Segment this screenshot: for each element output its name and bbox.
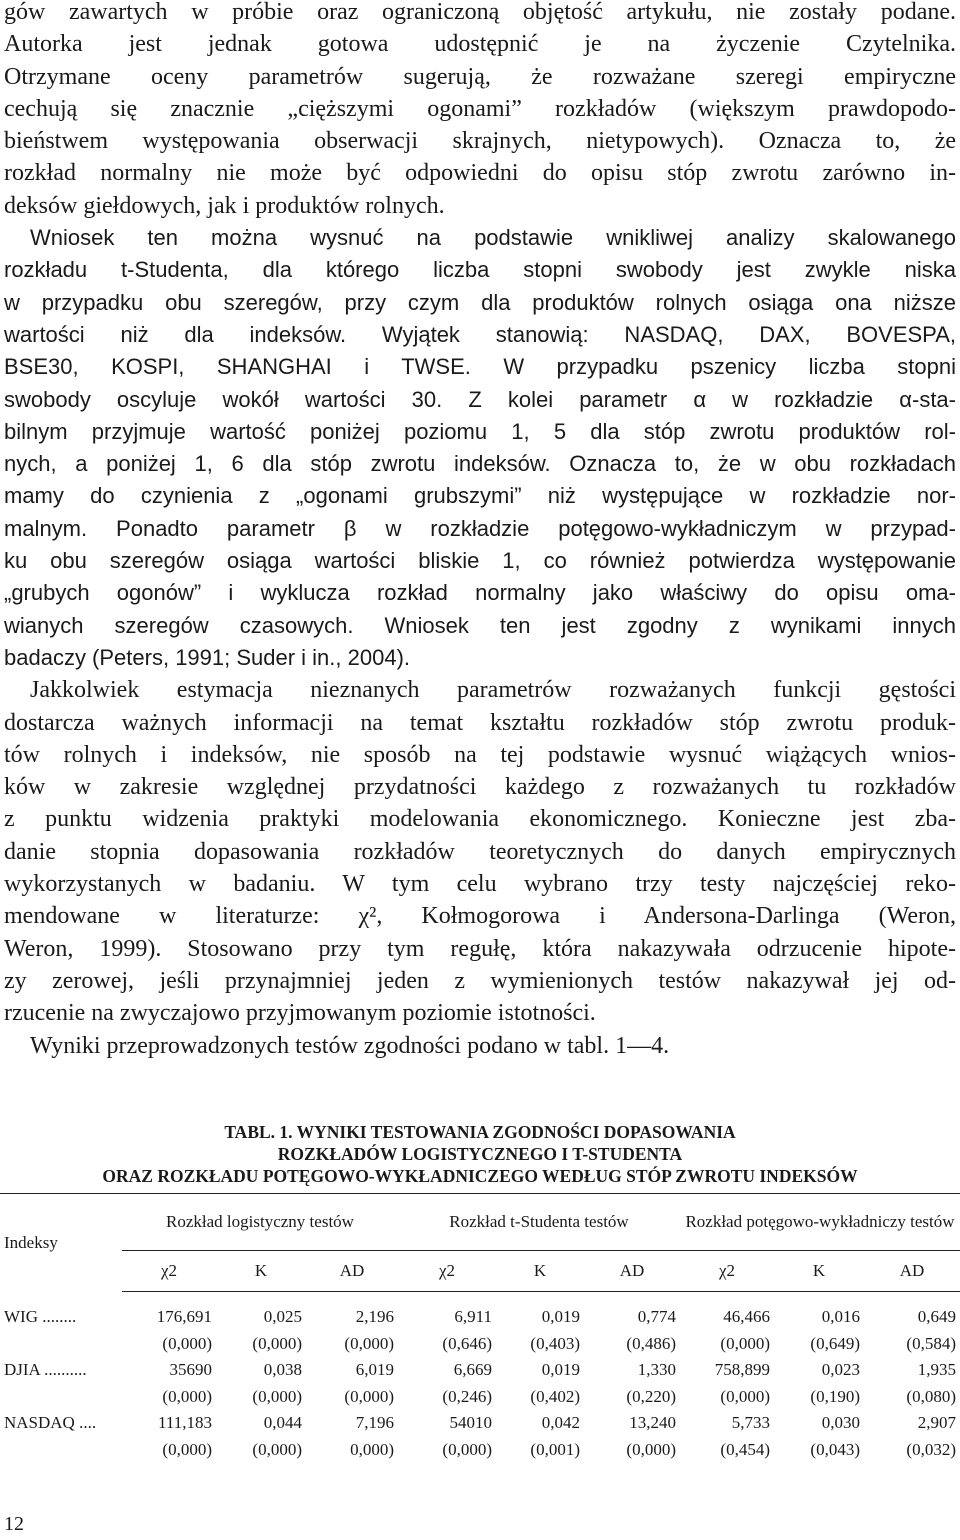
text-line: ku obu szeregów osiąga wartości bliskie 1, co również potwierdza występowanie xyxy=(4,548,956,574)
pvalue-cell: (0,000) xyxy=(162,1439,212,1459)
text-line: Jakkolwiek estymacja nieznanych parametrów rozważanych funkcji gęstości xyxy=(30,677,956,704)
statistic-cell: 0,019 xyxy=(541,1307,580,1327)
column-header: AD xyxy=(306,1251,398,1292)
statistic-cell: 6,911 xyxy=(454,1307,492,1327)
text-line: mamy do czynienia z „ogonami grubszymi” niż występujące w rozkładzie nor- xyxy=(4,483,956,509)
pvalue-cell: (0,000) xyxy=(626,1439,676,1459)
text-line: Autorka jest jednak gotowa udostępnić je na życzenie Czytelnika. xyxy=(4,31,956,58)
group-header-t-student: Rozkład t-Studenta testów xyxy=(398,1194,680,1251)
text-line: bilnym przyjmuje wartość poniżej poziomu 1, 5 dla stóp zwrotu produktów rol- xyxy=(4,418,956,444)
pvalue-cell: (0,000) xyxy=(442,1439,492,1459)
paragraph-3 xyxy=(4,674,956,1029)
text-line: ków w zakresie względnej przydatności każdego z rozważanych tu rozkładów xyxy=(4,774,956,801)
pvalue-cell: (0,646) xyxy=(442,1333,492,1353)
statistic-cell: 5,733 xyxy=(731,1413,770,1433)
column-header: AD xyxy=(584,1251,680,1292)
group-header-power-exp: Rozkład potęgowo-wykładniczy testów xyxy=(680,1194,960,1251)
text-line: gów zawartych w próbie oraz ograniczoną objętość artykułu, nie zostały podane. xyxy=(4,0,956,25)
statistic-cell: 13,240 xyxy=(629,1413,676,1433)
statistic-cell: 0,044 xyxy=(263,1413,302,1433)
text-line: danie stopnia dopasowania rozkładów teoretycznych do danych empirycznych xyxy=(4,838,956,865)
text-line: Weron, 1999). Stosowano przy tym regułę, która nakazywała odrzucenie hipote- xyxy=(4,935,956,962)
text-line: tów rolnych i indeksów, nie sposób na tej podstawie wysnuć wiążących wnios- xyxy=(4,741,956,768)
text-line: rozkład normalny nie może być odpowiedni do opisu stóp zwrotu zarówno in- xyxy=(4,160,956,187)
pvalue-cell: (0,190) xyxy=(810,1386,860,1406)
pvalue-cell: (0,000) xyxy=(720,1386,770,1406)
column-header: AD xyxy=(864,1251,960,1292)
statistic-cell: 7,196 xyxy=(355,1413,394,1433)
column-header: χ2 xyxy=(122,1251,216,1292)
pvalue-cell: (0,000) xyxy=(720,1333,770,1353)
text-line: Wniosek ten można wysnuć na podstawie wnikliwej analizy skalowanego xyxy=(30,225,956,251)
statistic-cell: 0,038 xyxy=(263,1360,302,1380)
table-row xyxy=(0,1357,960,1384)
pvalue-cell: (0,000) xyxy=(162,1386,212,1406)
text-line: dostarcza ważnych informacji na temat kształtu rozkładów stóp zwrotu produk- xyxy=(4,709,956,736)
statistic-cell: 1,330 xyxy=(637,1360,676,1380)
statistic-cell: 758,899 xyxy=(714,1360,770,1380)
statistic-cell: 2,196 xyxy=(355,1307,394,1327)
statistic-cell: 1,935 xyxy=(917,1360,956,1380)
pvalue-cell: (0,000) xyxy=(344,1386,394,1406)
statistic-cell: 0,019 xyxy=(541,1360,580,1380)
pvalue-cell: (0,220) xyxy=(626,1386,676,1406)
index-header: Indeksy xyxy=(0,1194,122,1292)
pvalue-cell: (0,403) xyxy=(530,1333,580,1353)
table-row-pvalues xyxy=(0,1384,960,1411)
column-header: K xyxy=(774,1251,864,1292)
pvalue-cell: (0,043) xyxy=(810,1439,860,1459)
pvalue-cell: (0,001) xyxy=(530,1439,580,1459)
table-row-pvalues xyxy=(0,1437,960,1464)
pvalue-cell: (0,000) xyxy=(252,1386,302,1406)
text-line: w przypadku obu szeregów, przy czym dla produktów rolnych osiąga ona niższe xyxy=(4,289,956,315)
pvalue-cell: (0,649) xyxy=(810,1333,860,1353)
text-line: malnym. Ponadto parametr β w rozkładzie potęgowo-wykładniczym w przypad- xyxy=(4,515,956,541)
column-header: χ2 xyxy=(680,1251,774,1292)
pvalue-cell: (0,000) xyxy=(162,1333,212,1353)
text-line: Otrzymane oceny parametrów sugerują, że rozważane szeregi empiryczne xyxy=(4,63,956,90)
text-line: deksów giełdowych, jak i produktów rolnych. xyxy=(4,192,445,219)
statistic-cell: 0,023 xyxy=(821,1360,860,1380)
table-row xyxy=(0,1304,960,1331)
caption-line-3: ORAZ ROZKŁADU POTĘGOWO-WYKŁADNICZEGO WEDŁUG STÓP ZWROTU INDEKSÓW xyxy=(102,1166,858,1186)
row-label: WIG ........ xyxy=(4,1307,77,1327)
table-row-pvalues xyxy=(0,1331,960,1358)
text-line: Wyniki przeprowadzonych testów zgodności podano w tabl. 1—4. xyxy=(30,1032,670,1059)
text-line: wianych szeregów czasowych. Wniosek ten jest zgodny z wynikami innych xyxy=(4,612,956,638)
statistic-cell: 54010 xyxy=(449,1413,492,1433)
column-header: K xyxy=(496,1251,584,1292)
pvalue-cell: (0,000) xyxy=(344,1333,394,1353)
text-line: swobody oscyluje wokół wartości 30. Z kolei parametr α w rozkładzie α-sta- xyxy=(4,386,956,412)
row-label: NASDAQ .... xyxy=(4,1413,97,1433)
statistic-cell: 0,016 xyxy=(821,1307,860,1327)
pvalue-cell: (0,246) xyxy=(442,1386,492,1406)
statistic-cell: 0,042 xyxy=(541,1413,580,1433)
results-table xyxy=(0,1193,960,1463)
text-line: BSE30, KOSPI, SHANGHAI i TWSE. W przypadku pszenicy liczba stopni xyxy=(4,354,956,380)
text-line: z punktu widzenia praktyki modelowania ekonomicznego. Konieczne jest zba- xyxy=(4,806,956,833)
pvalue-cell: (0,080) xyxy=(906,1386,956,1406)
pvalue-cell: (0,000) xyxy=(252,1333,302,1353)
statistic-cell: 46,466 xyxy=(723,1307,770,1327)
statistic-cell: 0,649 xyxy=(917,1307,956,1327)
text-line: badaczy (Peters, 1991; Suder i in., 2004). xyxy=(4,644,411,670)
statistic-cell: 0,774 xyxy=(637,1307,676,1327)
article-body xyxy=(4,0,956,1062)
text-line: „grubych ogonów” i wyklucza rozkład normalny jako właściwy do opisu oma- xyxy=(4,580,956,606)
column-header: χ2 xyxy=(398,1251,496,1292)
column-header: K xyxy=(216,1251,306,1292)
text-line: zy zerowej, jeśli przynajmniej jeden z wymienionych testów nakazywał jej od- xyxy=(4,967,956,994)
table-row xyxy=(0,1410,960,1437)
statistic-cell: 2,907 xyxy=(917,1413,956,1433)
paragraph-1 xyxy=(4,0,956,222)
text-line: rzucenie na zwyczajowo przyjmowanym poziomie istotności. xyxy=(4,1000,596,1027)
statistic-cell: 6,669 xyxy=(453,1360,492,1380)
page-number: 12 xyxy=(4,1513,24,1535)
paragraph-4 xyxy=(4,1030,956,1062)
statistic-cell: 6,019 xyxy=(355,1360,394,1380)
pvalue-cell: (0,584) xyxy=(906,1333,956,1353)
statistic-cell: 111,183 xyxy=(158,1413,212,1433)
statistic-cell: 0,030 xyxy=(821,1413,860,1433)
table-caption xyxy=(0,1121,960,1187)
statistic-cell: 0,025 xyxy=(263,1307,302,1327)
caption-line-2: ROZKŁADÓW LOGISTYCZNEGO I T-STUDENTA xyxy=(277,1144,683,1164)
caption-line-1: TABL. 1. WYNIKI TESTOWANIA ZGODNOŚCI DOPASOWANIA xyxy=(224,1122,736,1142)
statistic-cell: 35690 xyxy=(169,1360,212,1380)
pvalue-cell: (0,486) xyxy=(626,1333,676,1353)
text-line: wartości niż dla indeksów. Wyjątek stanowią: NASDAQ, DAX, BOVESPA, xyxy=(4,321,956,347)
text-line: mendowane w literaturze: χ², Kołmogorowa i Andersona-Darlinga (Weron, xyxy=(4,903,956,930)
statistic-cell: 176,691 xyxy=(156,1307,212,1327)
row-label: DJIA .......... xyxy=(4,1360,87,1380)
text-line: wykorzystanych w badaniu. W tym celu wybrano trzy testy najczęściej reko- xyxy=(4,871,956,898)
paragraph-2 xyxy=(4,222,956,674)
pvalue-cell: 0,000) xyxy=(350,1439,394,1459)
text-line: cechują się znacznie „cięższymi ogonami” rozkładów (większym prawdopodo- xyxy=(4,95,956,122)
pvalue-cell: (0,000) xyxy=(252,1439,302,1459)
pvalue-cell: (0,402) xyxy=(530,1386,580,1406)
pvalue-cell: (0,454) xyxy=(720,1439,770,1459)
group-header-logistic: Rozkład logistyczny testów xyxy=(122,1194,398,1251)
text-line: rozkładu t-Studenta, dla którego liczba stopni swobody jest zwykle niska xyxy=(4,257,956,283)
pvalue-cell: (0,032) xyxy=(906,1439,956,1459)
text-line: nych, a poniżej 1, 6 dla stóp zwrotu indeksów. Oznacza to, że w obu rozkładach xyxy=(4,451,956,477)
text-line: bieństwem występowania obserwacji skrajnych, nietypowych). Oznacza to, że xyxy=(4,128,956,155)
